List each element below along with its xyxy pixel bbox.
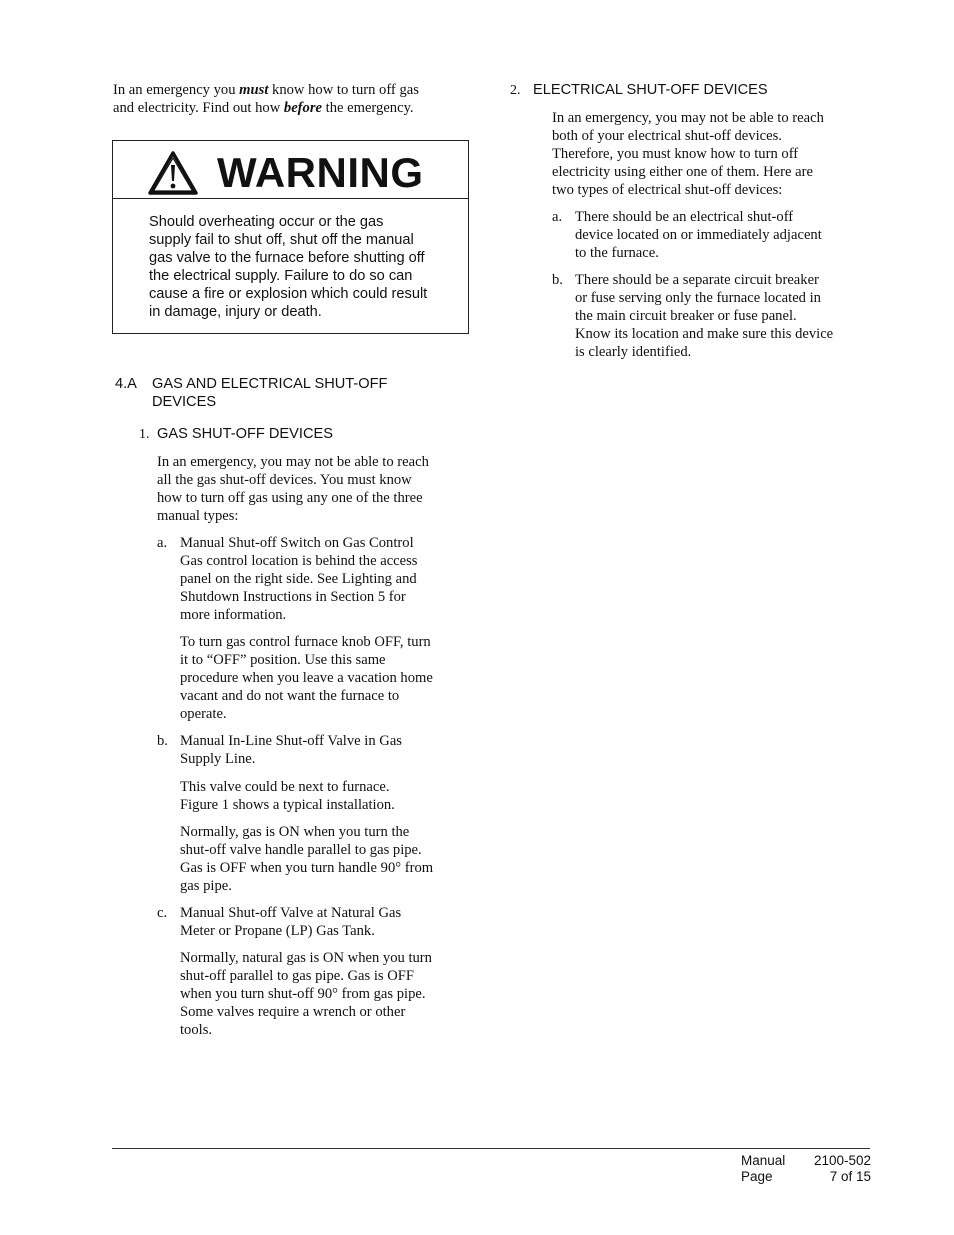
text-line: electricity using either one of them. Here are <box>552 164 813 180</box>
electrical-subsection-title: ELECTRICAL SHUT-OFF DEVICES <box>533 82 768 98</box>
text-line: Know its location and make sure this device <box>575 326 834 342</box>
text-line: two types of electrical shut-off devices: <box>552 182 783 198</box>
gas-item-a-label: a. <box>157 535 168 551</box>
gas-item-b-text <box>180 732 402 768</box>
text-line: procedure when you leave a vacation home <box>180 670 433 686</box>
text-line: tools. <box>180 1022 213 1038</box>
text-line: In an emergency, you may not be able to reach <box>552 110 824 126</box>
text-line: manual types: <box>157 508 239 524</box>
electrical-item-b-label: b. <box>552 272 563 288</box>
warning-line: cause a fire or explosion which could result <box>149 286 428 302</box>
text-line: Gas is OFF when you turn handle 90° from <box>180 860 434 876</box>
text-line: the main circuit breaker or fuse panel. <box>575 308 797 324</box>
text-line: how to turn off gas using any one of the three <box>157 490 423 506</box>
warning-line: gas valve to the furnace before shutting off <box>149 250 425 266</box>
text-line: shut-off parallel to gas pipe. Gas is OFF <box>180 968 415 984</box>
text-line: Shutdown Instructions in Section 5 for <box>180 589 406 605</box>
text-line: gas pipe. <box>180 878 232 894</box>
gas-intro-paragraph <box>157 453 429 525</box>
text-line: Meter or Propane (LP) Gas Tank. <box>180 923 375 939</box>
intro-paragraph <box>113 81 419 117</box>
electrical-item-b-text <box>575 271 833 361</box>
section-title <box>152 375 387 411</box>
gas-subsection-number: 1. <box>139 427 150 442</box>
text-line: device located on or immediately adjacent <box>575 227 822 243</box>
electrical-subsection-number: 2. <box>510 83 521 98</box>
intro-line-1: In an emergency you must know how to turn off gas <box>113 82 419 98</box>
gas-item-a-text <box>180 534 417 624</box>
gas-item-b-paragraph-2 <box>180 823 433 895</box>
text-line: Some valves require a wrench or other <box>180 1004 406 1020</box>
text-line: This valve could be next to furnace. <box>180 779 390 795</box>
electrical-item-a-label: a. <box>552 209 563 225</box>
warning-triangle-icon <box>147 150 199 196</box>
gas-item-b-paragraph-1 <box>180 778 395 814</box>
text-line: Supply Line. <box>180 751 256 767</box>
text-line: There should be an electrical shut-off <box>575 209 794 225</box>
text-line: operate. <box>180 706 227 722</box>
text-line: panel on the right side. See Lighting and <box>180 571 417 587</box>
text-line: or fuse serving only the furnace located in <box>575 290 821 306</box>
warning-title: WARNING <box>217 149 424 196</box>
warning-box <box>112 140 469 334</box>
text-line: when you turn shut-off 90° from gas pipe. <box>180 986 426 1002</box>
section-title-line: GAS AND ELECTRICAL SHUT-OFF <box>152 376 388 392</box>
section-number: 4.A <box>115 376 137 392</box>
footer-manual-number: 2100-502 <box>813 1153 871 1168</box>
warning-line: supply fail to shut off, shut off the manual <box>149 232 414 248</box>
warning-line: in damage, injury or death. <box>149 304 322 320</box>
gas-item-c-text <box>180 904 401 940</box>
gas-subsection-title: GAS SHUT-OFF DEVICES <box>157 426 333 442</box>
gas-item-b-label: b. <box>157 733 168 749</box>
text-line: In an emergency, you may not be able to reach <box>157 454 429 470</box>
gas-item-c-label: c. <box>157 905 168 921</box>
text-line: all the gas shut-off devices. You must know <box>157 472 412 488</box>
text-line: Manual In-Line Shut-off Valve in Gas <box>180 733 402 749</box>
electrical-item-a-text <box>575 208 822 262</box>
warning-text <box>149 213 427 321</box>
electrical-intro-paragraph <box>552 109 824 199</box>
text-line: Manual Shut-off Valve at Natural Gas <box>180 905 402 921</box>
warning-header <box>113 141 468 199</box>
footer-page-number: 7 of 15 <box>829 1169 871 1184</box>
warning-line: the electrical supply. Failure to do so can <box>149 268 413 284</box>
text-line: Gas control location is behind the access <box>180 553 418 569</box>
text-line: is clearly identified. <box>575 344 692 360</box>
text-line: to the furnace. <box>575 245 659 261</box>
text-line: Therefore, you must know how to turn off <box>552 146 799 162</box>
text-line: To turn gas control furnace knob OFF, turn <box>180 634 431 650</box>
text-line: both of your electrical shut-off devices. <box>552 128 782 144</box>
text-line: more information. <box>180 607 287 623</box>
text-line: shut-off valve handle parallel to gas pipe. <box>180 842 422 858</box>
text-line: Manual Shut-off Switch on Gas Control <box>180 535 414 551</box>
text-line: Normally, natural gas is ON when you turn <box>180 950 432 966</box>
footer-labels <box>741 1153 785 1185</box>
footer-divider <box>112 1148 870 1149</box>
gas-item-a-paragraph <box>180 633 433 723</box>
gas-item-c-paragraph <box>180 949 432 1039</box>
text-line: There should be a separate circuit breaker <box>575 272 819 288</box>
warning-line: Should overheating occur or the gas <box>149 214 384 230</box>
text-line: vacant and do not want the furnace to <box>180 688 400 704</box>
text-line: it to “OFF” position. Use this same <box>180 652 386 668</box>
footer-values <box>790 1153 871 1185</box>
text-line: Figure 1 shows a typical installation. <box>180 797 395 813</box>
section-title-line: DEVICES <box>152 394 217 410</box>
intro-line-2: and electricity. Find out how before the emergency. <box>113 100 414 116</box>
footer-manual-label: Manual <box>741 1153 786 1168</box>
text-line: Normally, gas is ON when you turn the <box>180 824 410 840</box>
footer-page-label: Page <box>741 1169 773 1184</box>
